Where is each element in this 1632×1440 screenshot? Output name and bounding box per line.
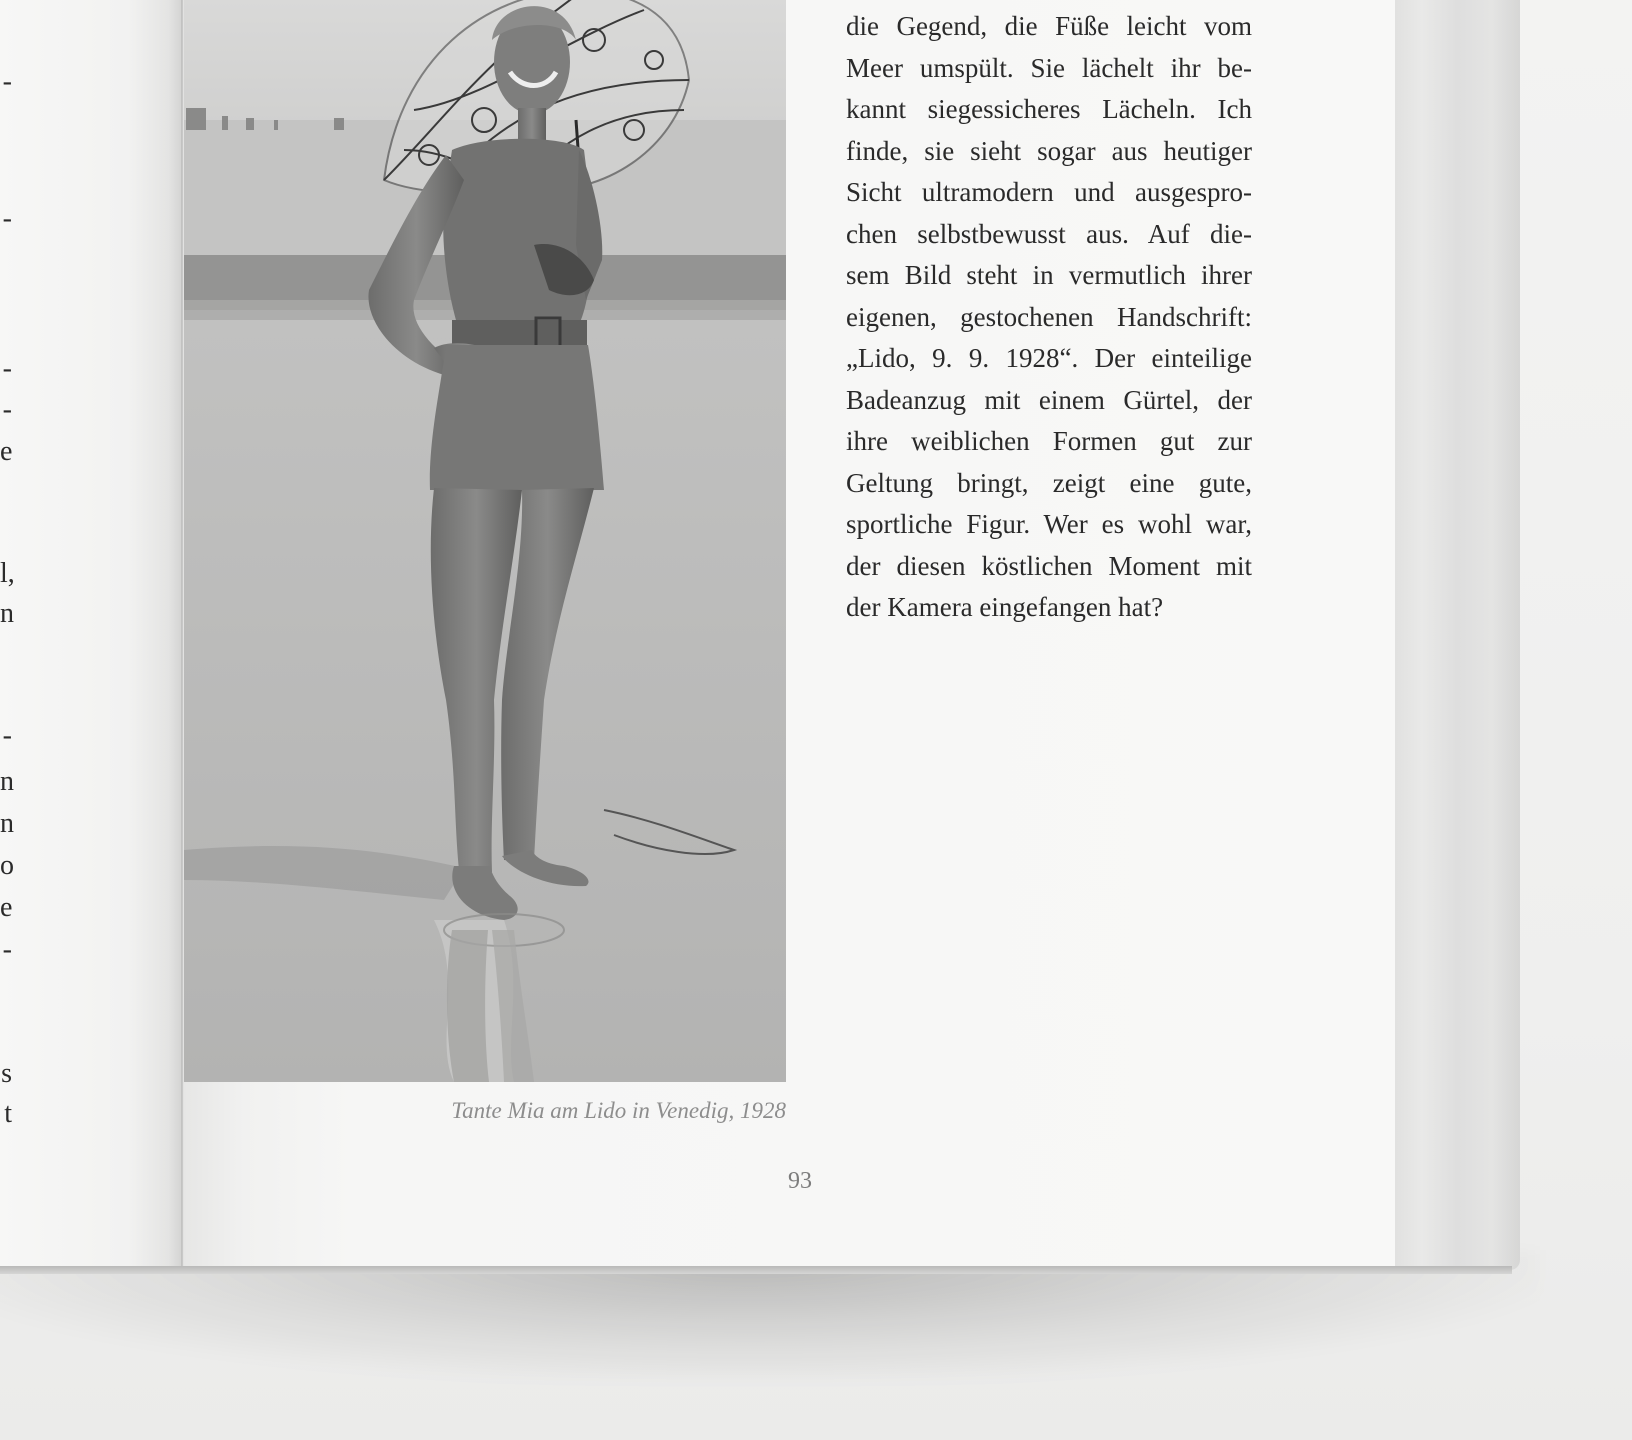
left-page-fragment: - <box>2 203 12 234</box>
text-line: „Lido, 9. 9. 1928“. Der einteilige <box>846 343 1252 373</box>
text-line: die Gegend, die Füße leicht vom <box>846 11 1252 41</box>
text-line: der diesen köstlichen Moment mit <box>846 550 1252 581</box>
text-line: ihre weiblichen Formen gut zur <box>846 426 1252 456</box>
left-page-fragment: - <box>2 353 12 384</box>
left-page-fragment: t <box>4 1098 12 1129</box>
left-page-fragment: - <box>2 720 12 751</box>
left-page <box>0 0 183 1272</box>
left-page-fragment: e <box>0 436 13 467</box>
text-line: chen selbstbewusst aus. Auf die- <box>846 218 1252 249</box>
photo-caption: Tante Mia am Lido in Venedig, 1928 <box>451 1098 786 1123</box>
book-bottom-edge <box>0 1266 1512 1274</box>
text-line: der Kamera eingefangen hat? <box>846 592 1164 622</box>
page-stack-edges <box>1380 0 1520 1270</box>
body-paragraph <box>846 6 1252 629</box>
text-line: sem Bild steht in vermutlich ihrer <box>846 260 1252 290</box>
left-page-fragment: o <box>0 850 14 881</box>
text-line: eigenen, gestochenen Handschrift: <box>846 301 1252 332</box>
text-line: Meer umspült. Sie lächelt ihr be- <box>846 52 1252 83</box>
text-line: kannt siegessicheres Lächeln. Ich <box>846 94 1252 124</box>
left-page-fragment: n <box>0 598 14 629</box>
photo-illustration <box>184 0 786 1082</box>
text-line: sportliche Figur. Wer es wohl war, <box>846 509 1252 539</box>
cut-off-text <box>991 0 1252 1</box>
left-page-fragment: - <box>2 934 12 965</box>
text-line: finde, sie sieht sogar aus heutiger <box>846 135 1252 166</box>
beach-photo <box>184 0 786 1082</box>
left-page-fragment: n <box>0 808 14 839</box>
text-line: Geltung bringt, zeigt eine gute, <box>846 467 1252 498</box>
text-line: Badeanzug mit einem Gürtel, der <box>846 384 1252 415</box>
left-page-fragment: s <box>1 1058 12 1089</box>
text-line: Sicht ultramodern und ausgespro- <box>846 177 1252 207</box>
left-page-fragment: e <box>0 892 13 923</box>
left-page-fragment: n <box>0 766 14 797</box>
page-number: 93 <box>788 1168 812 1194</box>
left-page-fragment: l, <box>0 558 15 589</box>
left-page-fragment: - <box>2 394 12 425</box>
left-page-fragment: - <box>2 66 12 97</box>
